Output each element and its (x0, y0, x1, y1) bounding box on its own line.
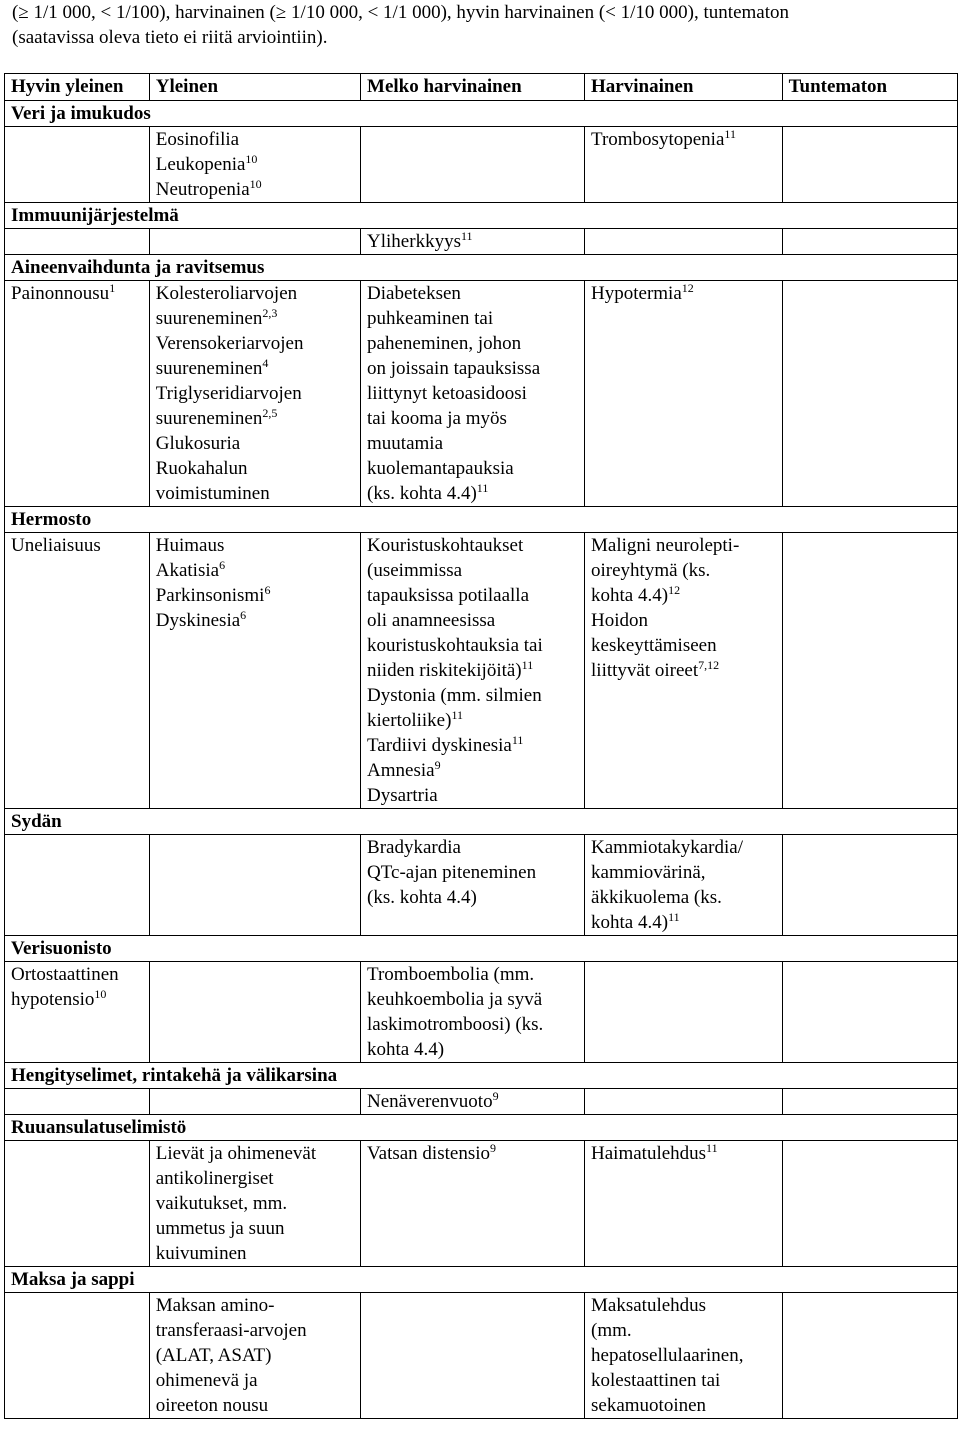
cell-line (156, 1241, 354, 1266)
cell-common (149, 1089, 360, 1115)
cell-text: Verensokeriarvojen (155, 333, 304, 354)
cell-text: kammiovärinä, (591, 862, 706, 883)
cell-text: Dyskinesia (155, 610, 241, 631)
cell-very-common (5, 1293, 150, 1419)
cell-text: liittynyt ketoasidoosi (367, 383, 527, 404)
cell-very-common (5, 533, 150, 809)
cell-very-common (5, 127, 150, 203)
cell-text: Trombosytopenia (591, 129, 725, 150)
cell-unknown (782, 1141, 957, 1267)
cell-unknown (782, 962, 957, 1063)
cell-text: Yliherkkyys (367, 231, 461, 252)
cell-line (156, 533, 354, 558)
cell-line (367, 783, 578, 808)
intro-line-2: (saatavissa oleva tieto ei riitä arviointiin). (12, 27, 328, 48)
cell-text: Parkinsonismi (155, 585, 265, 606)
cell-line (591, 1293, 776, 1318)
cell-common (149, 127, 360, 203)
cell-text: Maksan amino- (155, 1295, 275, 1316)
section-heading-row (5, 1063, 958, 1089)
cell-text: Lievät ja ohimenevät (155, 1143, 317, 1164)
cell-rare (585, 1089, 783, 1115)
cell-text: Kouristuskohtaukset (367, 535, 524, 556)
footnote-ref: 1 (109, 281, 116, 295)
cell-line (156, 456, 354, 481)
cell-text: Leukopenia (155, 154, 246, 175)
cell-text: kohta 4.4) (591, 585, 669, 606)
cell-common (149, 835, 360, 936)
cell-line (367, 1089, 578, 1114)
cell-text: kiertoliike) (367, 710, 452, 731)
section-heading: Veri ja imukudos (5, 101, 958, 127)
cell-text: voimistuminen (155, 483, 270, 504)
cell-line (156, 481, 354, 506)
footnote-ref: 10 (245, 152, 258, 166)
cell-text: ummetus ja suun (155, 1218, 285, 1239)
cell-line (591, 608, 776, 633)
cell-line (367, 608, 578, 633)
cell-line (591, 281, 776, 306)
cell-very-common (5, 281, 150, 507)
cell-unknown (782, 127, 957, 203)
footnote-ref: 10 (249, 177, 262, 191)
cell-line (156, 583, 354, 608)
cell-line (591, 1318, 776, 1343)
cell-text: muutamia (367, 433, 444, 454)
cell-line (156, 1343, 354, 1368)
section-heading-row (5, 203, 958, 229)
cell-text: (ks. kohta 4.4) (367, 887, 477, 908)
cell-unknown (782, 835, 957, 936)
header-row (5, 74, 958, 101)
cell-line (156, 1293, 354, 1318)
section-heading-row (5, 1115, 958, 1141)
cell-text: liittyvät oireet (591, 660, 699, 681)
cell-text: laskimotromboosi) (ks. (367, 1014, 544, 1035)
cell-line (156, 306, 354, 331)
header-common: Yleinen (149, 74, 360, 101)
cell-line (156, 381, 354, 406)
cell-line (367, 481, 578, 506)
cell-unknown (782, 1089, 957, 1115)
table-body (5, 74, 958, 1419)
cell-line (156, 1141, 354, 1166)
cell-text: suureneminen (155, 308, 263, 329)
section-content-row (5, 835, 958, 936)
section-heading-row (5, 936, 958, 962)
cell-uncommon (361, 229, 585, 255)
cell-line (156, 281, 354, 306)
cell-line (367, 381, 578, 406)
cell-line (156, 1393, 354, 1418)
cell-text: Kammiotakykardia/ (591, 837, 743, 858)
header-uncommon: Melko harvinainen (361, 74, 585, 101)
cell-text: Amnesia (367, 760, 435, 781)
cell-text: Tardiivi dyskinesia (367, 735, 512, 756)
cell-common (149, 281, 360, 507)
cell-uncommon (361, 1089, 585, 1115)
cell-rare (585, 835, 783, 936)
section-heading-row (5, 255, 958, 281)
cell-line (156, 127, 354, 152)
cell-rare (585, 962, 783, 1063)
cell-text: Maksatulehdus (591, 1295, 707, 1316)
cell-text: oli anamneesissa (367, 610, 496, 631)
section-heading-row (5, 809, 958, 835)
cell-text: Ortostaattinen (11, 964, 119, 985)
section-content-row (5, 533, 958, 809)
footnote-ref: 11 (511, 733, 524, 747)
cell-text: kuolemantapauksia (367, 458, 514, 479)
cell-rare (585, 1293, 783, 1419)
cell-text: Diabeteksen (367, 283, 461, 304)
cell-uncommon (361, 533, 585, 809)
cell-rare (585, 533, 783, 809)
section-heading: Immuunijärjestelmä (5, 203, 958, 229)
cell-line (367, 733, 578, 758)
header-unknown: Tuntematon (782, 74, 957, 101)
cell-text: äkkikuolema (ks. (591, 887, 722, 908)
cell-line (591, 860, 776, 885)
footnote-ref: 12 (681, 281, 694, 295)
section-content-row (5, 1089, 958, 1115)
cell-line (367, 281, 578, 306)
footnote-ref: 11 (668, 910, 680, 924)
cell-line (156, 558, 354, 583)
cell-text: transferaasi-arvojen (155, 1320, 307, 1341)
cell-line (156, 152, 354, 177)
cell-line (367, 962, 578, 987)
cell-text: ohimenevä ja (155, 1370, 258, 1391)
cell-very-common (5, 1141, 150, 1267)
cell-text: Dysartria (367, 785, 438, 806)
footnote-ref: 11 (451, 708, 464, 722)
cell-text: Hypotermia (591, 283, 682, 304)
cell-rare (585, 1141, 783, 1267)
cell-line (367, 1037, 578, 1062)
cell-line (591, 658, 776, 683)
cell-uncommon (361, 1293, 585, 1419)
cell-line (156, 431, 354, 456)
cell-text: oireyhtymä (ks. (591, 560, 711, 581)
cell-line (367, 331, 578, 356)
section-heading: Hengityselimet, rintakehä ja välikarsina (5, 1063, 958, 1089)
cell-text: niiden riskitekijöitä) (367, 660, 522, 681)
section-heading: Aineenvaihdunta ja ravitsemus (5, 255, 958, 281)
cell-text: oireeton nousu (155, 1395, 269, 1416)
cell-text: keuhkoembolia ja syvä (367, 989, 543, 1010)
footnote-ref: 11 (724, 127, 736, 141)
cell-text: kohta 4.4) (367, 1039, 445, 1060)
cell-text: (mm. (591, 1320, 632, 1341)
footnote-ref: 9 (434, 758, 441, 772)
cell-common (149, 533, 360, 809)
cell-text: Dystonia (mm. silmien (367, 685, 542, 706)
cell-unknown (782, 533, 957, 809)
cell-line (591, 1343, 776, 1368)
cell-text: Uneliaisuus (11, 535, 101, 556)
cell-line (367, 658, 578, 683)
cell-text: keskeyttämiseen (591, 635, 717, 656)
cell-unknown (782, 281, 957, 507)
footnote-ref: 2,3 (262, 306, 278, 320)
section-content-row (5, 127, 958, 203)
cell-text: Maligni neurolepti- (591, 535, 740, 556)
cell-text: Ruokahalun (155, 458, 248, 479)
cell-very-common (5, 229, 150, 255)
cell-line (11, 533, 143, 558)
cell-line (367, 558, 578, 583)
section-heading: Hermosto (5, 507, 958, 533)
cell-text: kolestaattinen tai (591, 1370, 721, 1391)
cell-line (367, 306, 578, 331)
footnote-ref: 6 (264, 583, 271, 597)
cell-line (367, 431, 578, 456)
footnote-ref: 6 (219, 558, 226, 572)
cell-line (156, 356, 354, 381)
cell-line (367, 633, 578, 658)
section-heading-row (5, 1267, 958, 1293)
cell-text: suureneminen (155, 408, 263, 429)
cell-line (591, 1368, 776, 1393)
cell-line (156, 1216, 354, 1241)
footnote-ref: 9 (492, 1089, 499, 1103)
section-content-row (5, 1141, 958, 1267)
cell-text: Nenäverenvuoto (367, 1091, 493, 1112)
cell-line (591, 558, 776, 583)
cell-uncommon (361, 1141, 585, 1267)
cell-text: antikolinergiset (155, 1168, 274, 1189)
section-heading: Verisuonisto (5, 936, 958, 962)
cell-line (367, 583, 578, 608)
cell-line (367, 533, 578, 558)
footnote-ref: 4 (262, 356, 269, 370)
cell-uncommon (361, 281, 585, 507)
cell-text: Bradykardia (367, 837, 461, 858)
adverse-reactions-table (4, 73, 958, 1419)
cell-common (149, 1293, 360, 1419)
intro-line-1: (≥ 1/1 000, < 1/100), harvinainen (≥ 1/10 000, < 1/1 000), hyvin harvinainen (< 1/10 000), tuntematon (12, 2, 789, 23)
cell-text: Huimaus (155, 535, 225, 556)
cell-line (591, 910, 776, 935)
header-very-common: Hyvin yleinen (5, 74, 150, 101)
section-content-row (5, 281, 958, 507)
cell-line (367, 708, 578, 733)
cell-uncommon (361, 962, 585, 1063)
cell-rare (585, 127, 783, 203)
cell-line (367, 885, 578, 910)
footnote-ref: 12 (668, 583, 681, 597)
cell-line (156, 1368, 354, 1393)
footnote-ref: 7,12 (698, 658, 720, 672)
cell-text: Painonnousu (11, 283, 110, 304)
cell-text: kouristuskohtauksia tai (367, 635, 543, 656)
cell-text: sekamuotoinen (591, 1395, 707, 1416)
cell-rare (585, 281, 783, 507)
cell-common (149, 1141, 360, 1267)
section-content-row (5, 229, 958, 255)
cell-unknown (782, 229, 957, 255)
cell-line (156, 177, 354, 202)
cell-line (367, 860, 578, 885)
cell-unknown (782, 1293, 957, 1419)
cell-very-common (5, 962, 150, 1063)
cell-text: kohta 4.4) (591, 912, 669, 933)
footnote-ref: 11 (460, 229, 473, 243)
cell-very-common (5, 835, 150, 936)
section-heading: Maksa ja sappi (5, 1267, 958, 1293)
cell-line (367, 758, 578, 783)
cell-line (591, 583, 776, 608)
cell-text: (ks. kohta 4.4) (367, 483, 477, 504)
cell-text: vaikutukset, mm. (155, 1193, 288, 1214)
section-heading-row (5, 507, 958, 533)
cell-text: paheneminen, johon (367, 333, 522, 354)
intro-text (12, 0, 952, 50)
cell-text: Haimatulehdus (591, 1143, 707, 1164)
cell-line (156, 1318, 354, 1343)
cell-text: Glukosuria (155, 433, 241, 454)
cell-line (367, 1012, 578, 1037)
cell-line (367, 229, 578, 254)
cell-line (11, 962, 143, 987)
footnote-ref: 6 (240, 608, 247, 622)
cell-text: Neutropenia (155, 179, 250, 200)
cell-line (591, 885, 776, 910)
cell-line (591, 835, 776, 860)
cell-line (367, 987, 578, 1012)
cell-line (591, 1141, 776, 1166)
cell-text: hepatosellulaarinen, (591, 1345, 744, 1366)
cell-text: suureneminen (155, 358, 263, 379)
cell-text: QTc-ajan piteneminen (367, 862, 537, 883)
section-content-row (5, 962, 958, 1063)
cell-text: kuivuminen (155, 1243, 247, 1264)
cell-uncommon (361, 835, 585, 936)
cell-line (156, 1191, 354, 1216)
cell-text: (ALAT, ASAT) (155, 1345, 272, 1366)
footnote-ref: 11 (706, 1141, 718, 1155)
cell-line (367, 1141, 578, 1166)
cell-text: Triglyseridiarvojen (155, 383, 302, 404)
cell-line (591, 533, 776, 558)
cell-line (11, 281, 143, 306)
cell-line (367, 683, 578, 708)
cell-line (367, 835, 578, 860)
cell-text: Kolesteroliarvojen (155, 283, 298, 304)
cell-text: Eosinofilia (155, 129, 240, 150)
cell-text: Hoidon (591, 610, 649, 631)
cell-common (149, 229, 360, 255)
footnote-ref: 11 (521, 658, 534, 672)
footnote-ref: 10 (94, 987, 107, 1001)
cell-very-common (5, 1089, 150, 1115)
cell-text: on joissain tapauksissa (367, 358, 541, 379)
section-heading: Ruuansulatuselimistö (5, 1115, 958, 1141)
section-heading: Sydän (5, 809, 958, 835)
cell-line (11, 987, 143, 1012)
cell-line (156, 406, 354, 431)
cell-common (149, 962, 360, 1063)
header-rare: Harvinainen (585, 74, 783, 101)
cell-line (367, 356, 578, 381)
cell-line (156, 608, 354, 633)
cell-text: (useimmissa (367, 560, 463, 581)
cell-uncommon (361, 127, 585, 203)
section-heading-row (5, 101, 958, 127)
cell-text: Akatisia (155, 560, 220, 581)
cell-rare (585, 229, 783, 255)
cell-text: hypotensio (11, 989, 95, 1010)
cell-line (591, 1393, 776, 1418)
cell-text: Tromboembolia (mm. (367, 964, 535, 985)
section-content-row (5, 1293, 958, 1419)
cell-line (156, 331, 354, 356)
cell-line (156, 1166, 354, 1191)
cell-text: puhkeaminen tai (367, 308, 494, 329)
footnote-ref: 2,5 (262, 406, 278, 420)
footnote-ref: 11 (476, 481, 489, 495)
cell-line (367, 406, 578, 431)
cell-text: Vatsan distensio (367, 1143, 490, 1164)
cell-line (367, 456, 578, 481)
cell-text: tai kooma ja myös (367, 408, 507, 429)
cell-line (591, 127, 776, 152)
footnote-ref: 9 (490, 1141, 496, 1155)
cell-text: tapauksissa potilaalla (367, 585, 530, 606)
cell-line (591, 633, 776, 658)
